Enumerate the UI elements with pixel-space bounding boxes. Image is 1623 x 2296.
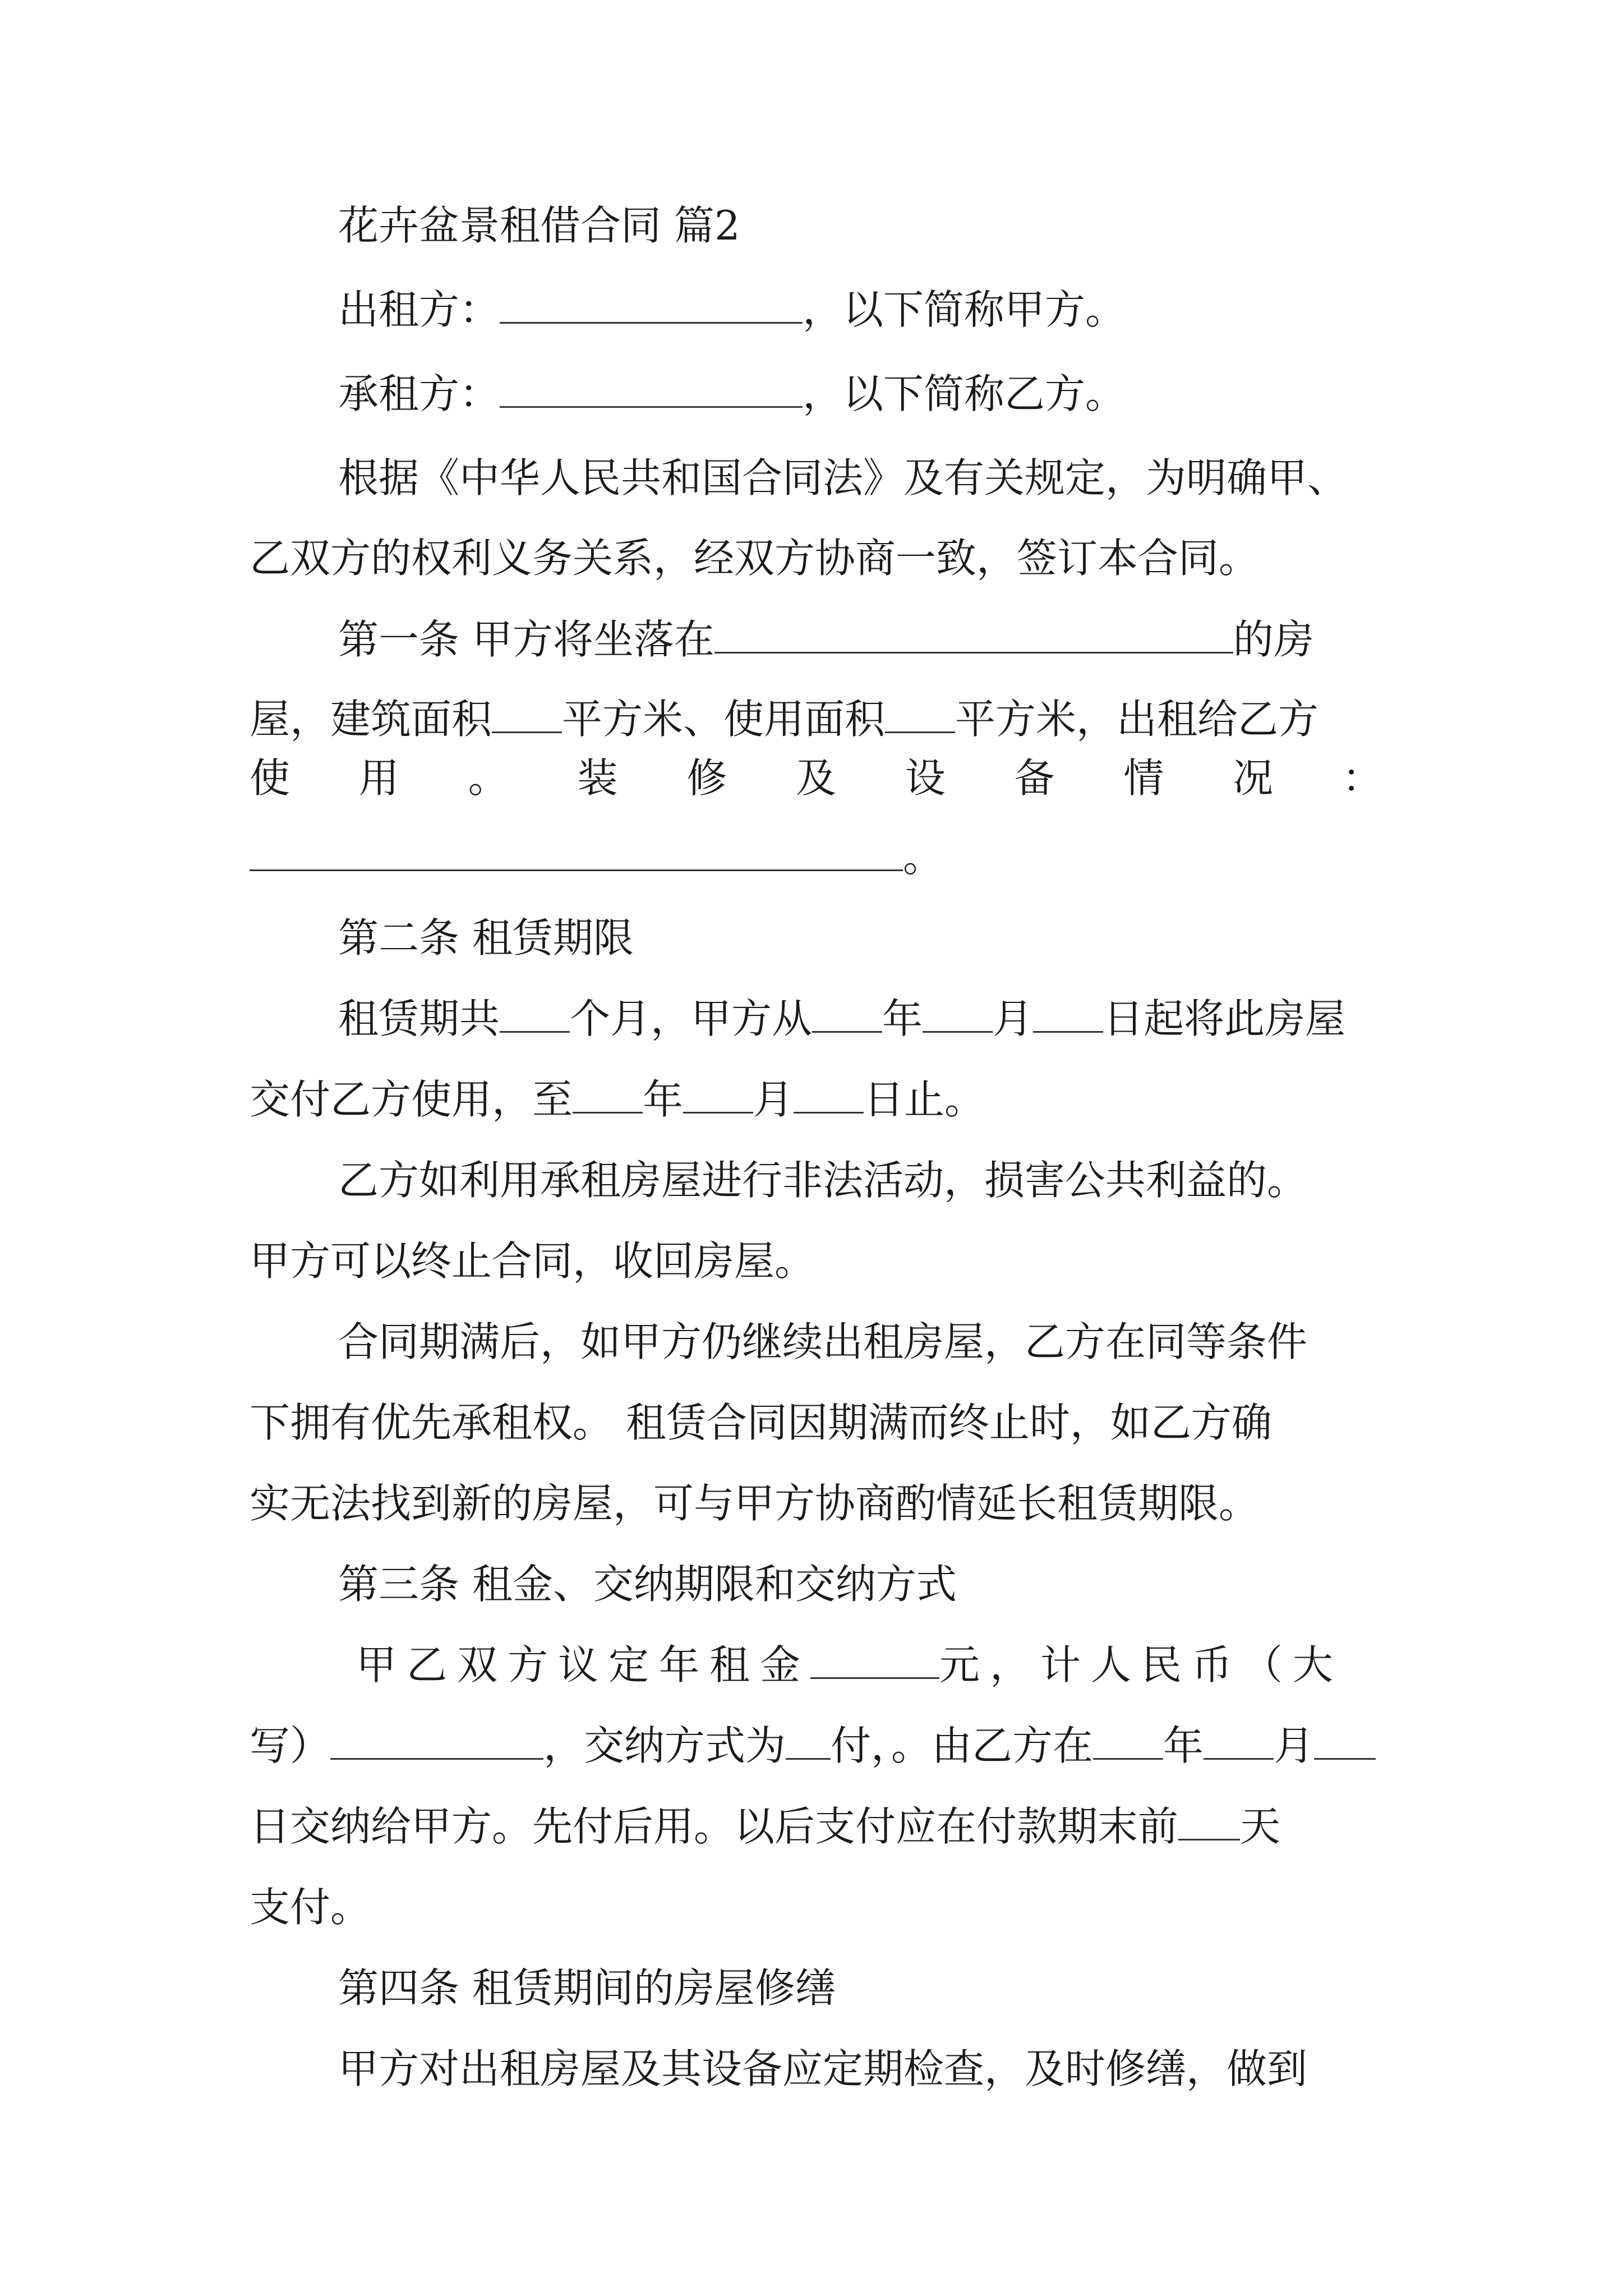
article3-line-2: 写） ，交纳方式为 付，。由乙方在 年 月	[250, 1718, 1382, 1774]
article2-line-4: 甲方可以终止合同，收回房屋。	[250, 1237, 815, 1285]
start-year-blank	[812, 993, 882, 1033]
intro-line-1: 根据《中华人民共和国合同法》及有关规定，为明确甲、	[338, 454, 1348, 501]
lessor-blank	[500, 284, 803, 324]
annual-rent-blank	[810, 1639, 939, 1679]
article3-line-1: 甲乙双方议定年租金 元，计人民币（大	[250, 1637, 1382, 1693]
months-blank	[500, 993, 570, 1033]
article3-line-3: 日交纳给甲方。先付后用。以后支付应在付款期末前 天	[250, 1798, 1382, 1855]
payment-method-blank	[786, 1720, 831, 1760]
pay-day-blank	[1314, 1720, 1376, 1760]
days-before-blank	[1178, 1801, 1240, 1841]
building-area-blank	[492, 693, 562, 733]
article1-line-4: 。	[250, 829, 1382, 885]
start-day-blank	[1033, 993, 1103, 1033]
article2-line-3: 乙方如利用承租房屋进行非法活动，损害公共利益的。	[338, 1157, 1308, 1204]
article2-line-7: 实无法找到新的房屋，可与甲方协商酌情延长租赁期限。	[250, 1480, 1260, 1527]
article3-line-4: 支付。	[250, 1884, 371, 1931]
start-month-blank	[923, 993, 993, 1033]
intro-line-2: 乙双方的权利义务关系，经双方协商一致，签订本合同。	[250, 535, 1260, 582]
article2-line-1: 租赁期共 个月，甲方从 年 月 日起将此房屋	[250, 991, 1382, 1047]
article2-line-6: 下拥有优先承租权。 租赁合同因期满而终止时，如乙方确	[250, 1399, 1272, 1446]
lessee-blank	[500, 368, 803, 408]
article2-line-5: 合同期满后，如甲方仍继续出租房屋，乙方在同等条件	[338, 1318, 1308, 1365]
end-year-blank	[573, 1074, 643, 1114]
article4-title: 第四条 租赁期间的房屋修缮	[338, 1964, 836, 2012]
article3-title: 第三条 租金、交纳期限和交纳方式	[338, 1561, 957, 1608]
document-title: 花卉盆景租借合同 篇2	[338, 202, 740, 249]
article1-line-2: 屋，建筑面积 平方米、使用面积 平方米，出租给乙方	[250, 691, 1382, 747]
lessor-line: 出租方： ，以下简称甲方。	[250, 282, 1382, 338]
pay-month-blank	[1204, 1720, 1274, 1760]
end-month-blank	[683, 1074, 753, 1114]
article4-line-1: 甲方对出租房屋及其设备应定期检查，及时修缮，做到	[338, 2045, 1308, 2092]
article1-line-1: 第一条 甲方将坐落在 的房	[250, 611, 1382, 668]
decoration-blank	[250, 831, 903, 871]
article2-line-2: 交付乙方使用，至 年 月 日止。	[250, 1071, 1382, 1128]
article2-title: 第二条 租赁期限	[338, 914, 634, 961]
lessee-line: 承租方： ，以下简称乙方。	[250, 366, 1382, 422]
end-day-blank	[794, 1074, 864, 1114]
location-blank	[714, 614, 1233, 654]
rent-in-words-blank	[330, 1720, 543, 1760]
usable-area-blank	[885, 693, 955, 733]
pay-year-blank	[1093, 1720, 1163, 1760]
article1-line-3: 使 用 。 装 修 及 设 备 情 况 ：	[250, 754, 1382, 802]
